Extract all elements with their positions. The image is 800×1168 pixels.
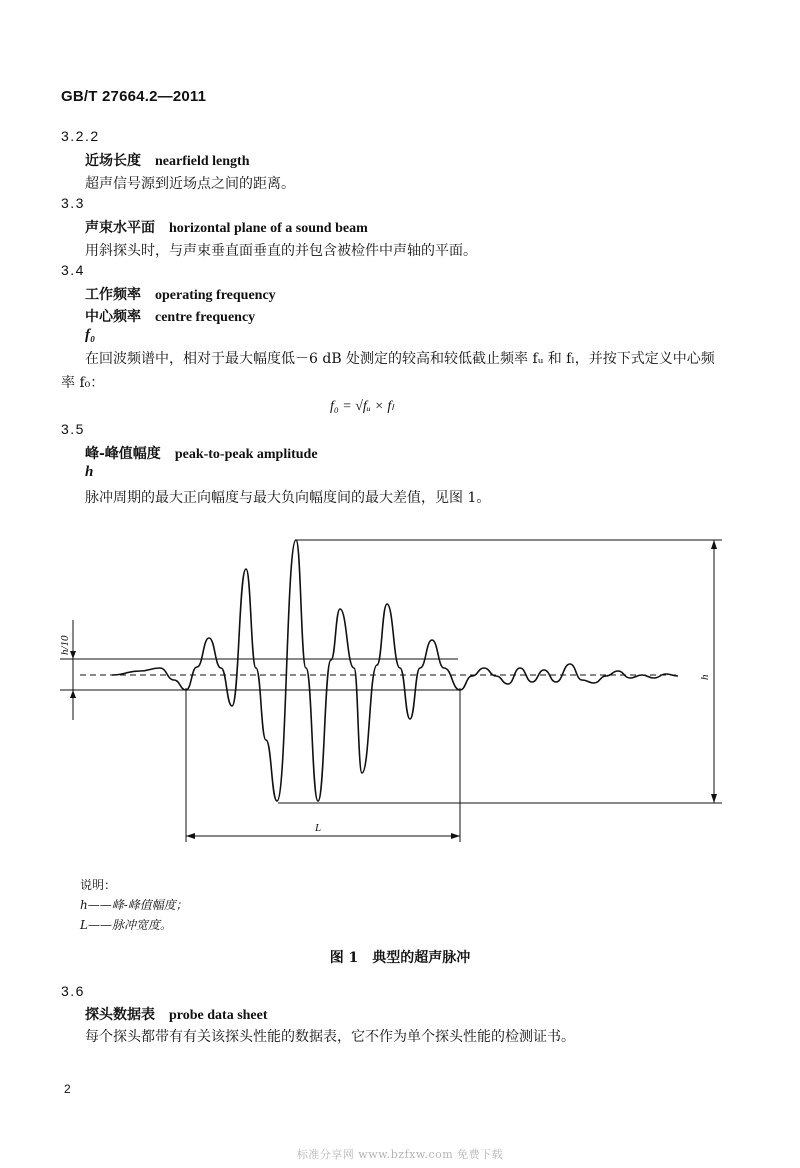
term-zh: 声束水平面 [85, 220, 155, 236]
term-operating-frequency [85, 284, 276, 304]
section-number-3-5: 3.5 [61, 421, 85, 437]
term-nearfield-length [85, 150, 250, 170]
section-number-3-2-2: 3.2.2 [61, 128, 100, 144]
pulse-waveform [112, 540, 678, 801]
legend-title: 说明： [80, 878, 117, 892]
section-number-3-3: 3.3 [61, 195, 85, 211]
formula-centre-frequency: f₀ = √fᵤ × fₗ [330, 399, 394, 414]
term-peak-to-peak [85, 443, 318, 463]
term-en: probe data sheet [169, 1008, 268, 1023]
term-probe-data-sheet [85, 1004, 268, 1024]
term-horizontal-plane [85, 217, 368, 237]
page-number: 2 [64, 1082, 71, 1096]
symbol-f0: f₀ [85, 327, 96, 343]
definition-3-3: 用斜探头时，与声束垂直面垂直的并包含被检件中声轴的平面。 [85, 243, 477, 259]
standard-code-header: GB/T 27664.2—2011 [61, 88, 207, 105]
term-en: operating frequency [155, 288, 276, 303]
h-label: h [699, 674, 711, 680]
term-en: nearfield length [155, 154, 250, 169]
definition-3-5: 脉冲周期的最大正向幅度与最大负向幅度间的最大差值，见图 1。 [85, 490, 491, 506]
ultrasonic-pulse-figure [0, 520, 800, 850]
legend-h: h——峰-峰值幅度； [80, 898, 188, 912]
term-zh: 工作频率 [85, 287, 141, 303]
term-zh: 峰-峰值幅度 [85, 446, 161, 462]
h10-label: h/10 [59, 635, 71, 655]
L-label: L [315, 822, 322, 834]
footer-watermark: 标准分享网 www.bzfxw.com 免费下载 [296, 1148, 504, 1161]
definition-3-6: 每个探头都带有有关该探头性能的数据表，它不作为单个探头性能的检测证书。 [85, 1029, 575, 1045]
definition-3-2-2: 超声信号源到近场点之间的距离。 [85, 176, 295, 192]
h-arrow-bottom [711, 794, 717, 803]
term-en: centre frequency [155, 310, 256, 325]
L-arrow-left [186, 833, 195, 839]
h-arrow-top [711, 540, 717, 549]
definition-3-4: 在回波频谱中，相对于最大幅度低－6 dB 处测定的较高和较低截止频率 fᵤ 和 fₗ，并按下式定义中心频率 f₀： [61, 351, 715, 391]
L-arrow-right [451, 833, 460, 839]
h10-arrow-bottom [70, 690, 76, 698]
term-zh: 中心频率 [85, 309, 141, 325]
term-en: horizontal plane of a sound beam [169, 221, 368, 236]
term-en: peak-to-peak amplitude [174, 447, 318, 462]
section-number-3-4: 3.4 [61, 262, 85, 278]
legend-L: L——脉冲宽度。 [80, 918, 172, 932]
symbol-h: h [85, 464, 94, 480]
term-zh: 探头数据表 [85, 1007, 155, 1023]
term-zh: 近场长度 [85, 153, 141, 169]
term-centre-frequency [85, 306, 255, 326]
section-number-3-6: 3.6 [61, 983, 85, 999]
figure-caption: 图 1 典型的超声脉冲 [329, 950, 471, 966]
